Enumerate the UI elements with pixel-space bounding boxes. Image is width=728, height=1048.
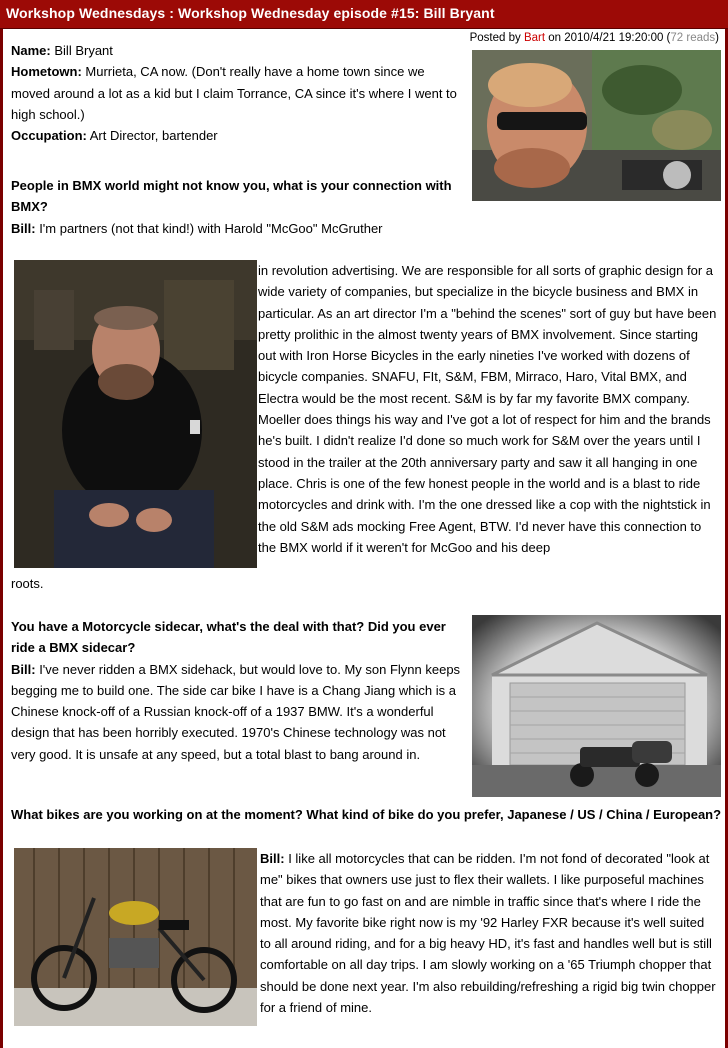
author-link[interactable]: Bart — [523, 32, 546, 44]
posted-by-label: Posted by — [469, 32, 521, 44]
post-meta: Posted by Bart on 2010/4/21 19:20:00 (72 reads) — [469, 32, 719, 44]
hometown-value: Murrieta, CA now. (Don't really have a home town since we moved around a lot as a kid but I claim Torrance, CA since it's where I went to high school.) — [11, 64, 457, 122]
qa3-question — [11, 804, 723, 825]
answer-sidecar: I've never ridden a BMX sidehack, but would love to. My son Flynn keeps begging me to build one. The side car bike I have is a Chang Jiang which is a Chinese knock-off of a Russian knock-off of a 1937 BMW. It's a wonderful design that has been horribly executed. 1970's Chinese technology was not very good. It is unsafe at any speed, but a total blast to bang around in. — [11, 661, 461, 762]
hometown-label: Hometown: — [11, 64, 82, 80]
speaker-label: Bill: — [11, 220, 36, 236]
occupation-value: Art Director, bartender — [89, 128, 218, 144]
speaker-label: Bill: — [260, 851, 285, 866]
on-label: on — [548, 32, 562, 44]
photo-bill-sunglasses — [472, 50, 721, 201]
article-body — [3, 29, 725, 1048]
photo-triumph-chopper — [14, 848, 257, 1026]
answer-bikes: I like all motorcycles that can be ridden. I'm not fond of decorated "look at me" bikes that owners use just to flex their wallets. I like purposeful machines that are fun to go fast on and are nimble in traffic since that's where I ride the most. My favorite bike right now is my '92 Harley FXR because it's well suited to all around riding, and for a big heavy HD, it's fast and handles well but is still comfortable on all day trips. I am slowly working on a '65 Triumph chopper that should be done next year. I'm also rebuilding/refreshing a rigid big twin chopper for a friend of mine. — [260, 851, 716, 1016]
speaker-label: Bill: — [11, 661, 36, 677]
qa1-answer-tail — [11, 573, 311, 594]
read-count: 72 reads — [670, 32, 716, 44]
qa1-question — [11, 175, 466, 239]
photo-bill-seated — [14, 260, 257, 568]
article-title-bar — [0, 0, 728, 29]
answer-connection-end: roots. — [11, 576, 44, 591]
answer-connection-continued: in revolution advertising. We are responsible for all sorts of graphic design for a wide variety of companies, but specialize in the bicycle business and BMX in particular. As an art director I'm a "behind the scenes" sort of guy but have been pretty prolithic in the almost twenty years of BMX involvement. Since starting out with Iron Horse Bicycles in the early nineties I've worked with dozens of bicycle companies. SNAFU, FIt, S&M, FBM, Mirraco, Haro, Vital BMX, and Electra would be the most recent. S&M is by far my favorite BMX company. Moeller does things his way and I've got a lot of respect for him and the brands he's built. I didn't realize I'd done so much work for S&M over the years until I stood in the trailer at the 20th anniversary party and saw it all hanging in one place. Chris is one of the few honest people in the world and is a blast to ride motorcycles and drink with. I'm the one dressed like a cop with the nightstick in the old S&M ads mocking Free Agent, BTW. I'd never have this connection to the BMX world if it weren't for McGoo and his deep — [258, 263, 717, 555]
qa1-answer-wrap — [258, 260, 718, 558]
question-connection: People in BMX world might not know you, what is your connection with BMX? — [11, 178, 452, 215]
qa2-section — [11, 616, 466, 765]
post-datetime: 2010/4/21 19:20:00 — [564, 32, 664, 44]
name-value: Bill Bryant — [54, 43, 113, 58]
photo-sidecar-garage — [472, 615, 721, 797]
qa3-answer-wrap — [260, 848, 718, 1018]
occupation-label: Occupation: — [11, 128, 87, 144]
question-sidecar: You have a Motorcycle sidecar, what's the deal with that? Did you ever ride a BMX sidecar? — [11, 619, 446, 656]
answer-connection-start: I'm partners (not that kind!) with Harold "McGoo" McGruther — [39, 220, 383, 236]
intro-section — [11, 40, 466, 146]
question-bikes: What bikes are you working on at the moment? What kind of bike do you prefer, Japanese / US / China / European? — [11, 807, 722, 822]
article-title[interactable]: Workshop Wednesdays : Workshop Wednesday episode #15: Bill Bryant — [6, 5, 495, 21]
name-label: Name: — [11, 43, 51, 58]
